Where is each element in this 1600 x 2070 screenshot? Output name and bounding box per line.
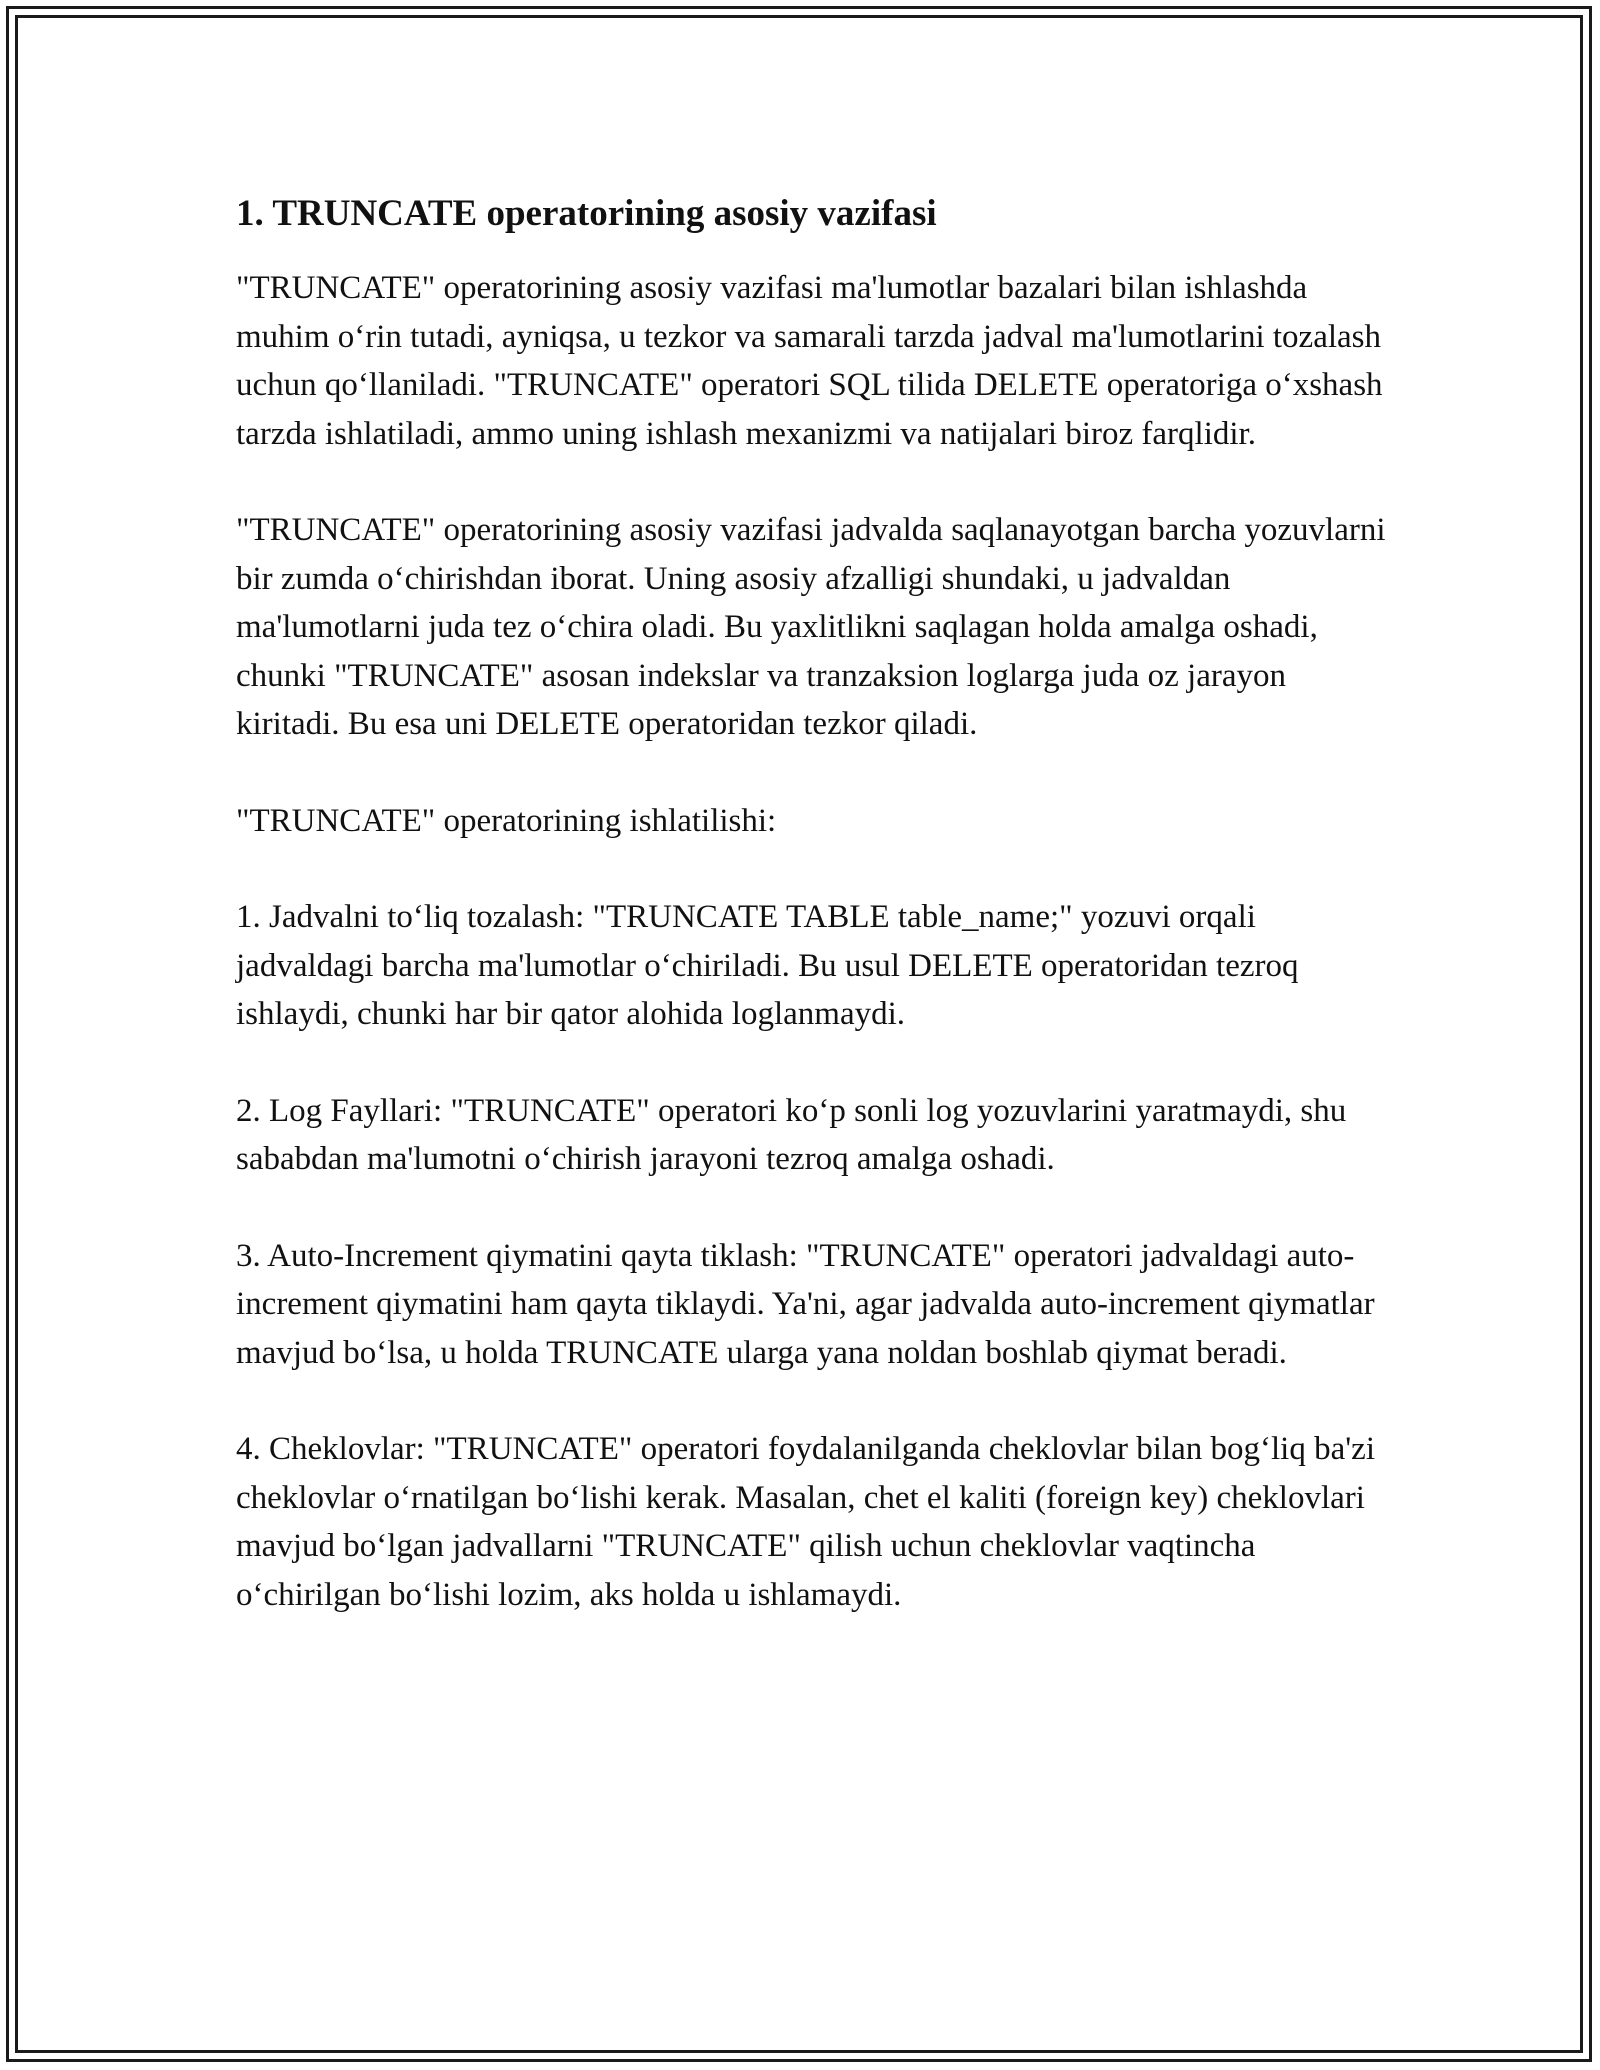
main-function-paragraph: "TRUNCATE" operatorining asosiy vazifasi jadvalda saqlanayotgan barcha yozuvlarni bir zumda o‘chirishdan iborat. Uning asosiy afzalligi shundaki, u jadvaldan ma'lumotlarni juda tez o‘chira oladi. Bu yaxlitlikni saqlagan holda amalga oshadi, chunki "TRUNCATE" asosan indekslar va tranzaksion loglarga juda oz jarayon kiritadi. Bu esa uni DELETE operatoridan tezkor qiladi.: [236, 512, 1386, 742]
document-body: [236, 186, 1386, 1667]
list-item-full-clear: 1. Jadvalni to‘liq tozalash: "TRUNCATE TABLE table_name;" yozuvi orqali jadvaldagi barcha ma'lumotlar o‘chiriladi. Bu usul DELETE operatoridan tezroq ishlaydi, chunki har bir qator alohida loglanmaydi.: [236, 899, 1299, 1032]
intro-paragraph: "TRUNCATE" operatorining asosiy vazifasi ma'lumotlar bazalari bilan ishlashda muhim o‘rin tutadi, ayniqsa, u tezkor va samarali tarzda jadval ma'lumotlarini tozalash uchun qo‘llaniladi. "TRUNCATE" operatori SQL tilida DELETE operatoriga o‘xshash tarzda ishlatiladi, ammo uning ishlash mexanizmi va natijalari biroz farqlidir.: [236, 270, 1383, 452]
list-item-auto-increment: 3. Auto-Increment qiymatini qayta tiklash: "TRUNCATE" operatori jadvaldagi auto-increment qiymatini ham qayta tiklaydi. Ya'ni, agar jadvalda auto-increment qiymatlar mavjud bo‘lsa, u holda TRUNCATE ularga yana noldan boshlab qiymat beradi.: [236, 1237, 1375, 1371]
usage-heading-paragraph: "TRUNCATE" operatorining ishlatilishi:: [236, 802, 777, 839]
section-heading: 1. TRUNCATE operatorining asosiy vazifasi: [236, 193, 937, 234]
list-item-constraints: 4. Cheklovlar: "TRUNCATE" operatori foydalanilganda cheklovlar bilan bog‘liq ba'zi cheklovlar o‘rnatilgan bo‘lishi kerak. Masalan, chet el kaliti (foreign key) cheklovlari mavjud bo‘lgan jadvallarni "TRUNCATE" qilish uchun cheklovlar vaqtincha o‘chirilgan bo‘lishi lozim, aks holda u ishlamaydi.: [236, 1431, 1375, 1613]
list-item-log-files: 2. Log Fayllari: "TRUNCATE" operatori ko‘p sonli log yozuvlarini yaratmaydi, shu sababdan ma'lumotni o‘chirish jarayoni tezroq amalga oshadi.: [236, 1092, 1347, 1177]
